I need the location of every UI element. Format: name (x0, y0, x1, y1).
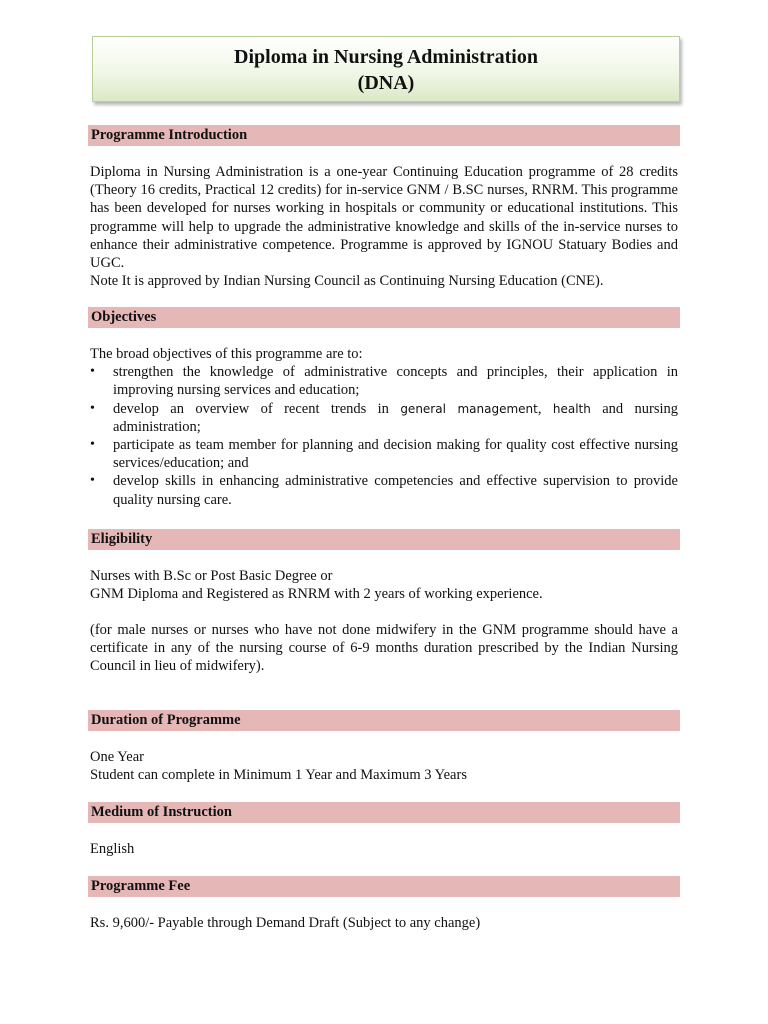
objective-item: • participate as team member for planning and decision making for quality cost effective nursing services/education; and (90, 436, 678, 472)
objective-2-term-general-management: general management (400, 401, 538, 416)
section-heading-medium: Medium of Instruction (88, 802, 680, 823)
eligibility-note: (for male nurses or nurses who have not done midwifery in the GNM programme should have a certificate in any of the nursing course of 6-9 months duration prescribed by the Indian Nursing Council in lieu of midwifery). (90, 622, 678, 675)
objective-item: • strengthen the knowledge of administrative concepts and principles, their application in improving nursing services and education; (90, 363, 678, 399)
document-title-box (92, 36, 680, 102)
section-heading-eligibility: Eligibility (88, 529, 680, 550)
duration-line-2: Student can complete in Minimum 1 Year and Maximum 3 Years (90, 767, 467, 784)
section-heading-objectives: Objectives (88, 307, 680, 328)
objective-2-comma: , (537, 400, 542, 417)
fee-value: Rs. 9,600/- Payable through Demand Draft (Subject to any change) (90, 915, 481, 931)
duration-section (90, 748, 678, 784)
document-title: Diploma in Nursing Administration (234, 46, 538, 68)
objectives-section (90, 345, 678, 509)
duration-line-1: One Year (90, 749, 144, 765)
objectives-intro: The broad objectives of this programme are to: (90, 346, 363, 362)
objective-2-text-start: develop an overview of recent trends in (113, 400, 389, 417)
section-heading-fee: Programme Fee (88, 876, 680, 897)
section-heading-introduction: Programme Introduction (88, 125, 680, 146)
eligibility-line-2: GNM Diploma and Registered as RNRM with 2 years of working experience. (90, 586, 543, 603)
introduction-note: Note It is approved by Indian Nursing Council as Continuing Nursing Education (CNE). (90, 273, 604, 290)
objective-2-term-health: health (552, 401, 591, 416)
introduction-section (90, 163, 678, 290)
section-heading-duration: Duration of Programme (88, 710, 680, 731)
introduction-body: Diploma in Nursing Administration is a one-year Continuing Education programme of 28 credits (Theory 16 credits, Practical 12 credits) for in-service GNM / B.SC nurses, RNRM. This programme has been developed for nurses working in hospitals or community or educational institutions. This programme will help to upgrade the administrative knowledge and skills of the in-service nurses to enhance their administrative competence. Programme is approved by IGNOU Statuary Bodies and UGC. (90, 164, 678, 272)
objective-2-text-end: and nursing administration; (113, 400, 679, 435)
objectives-list (90, 363, 678, 509)
objective-item: • develop skills in enhancing administrative competencies and effective supervision to provide quality nursing care. (90, 472, 678, 508)
medium-value: English (90, 841, 135, 857)
eligibility-section (90, 567, 678, 603)
objective-item (90, 400, 678, 436)
document-subtitle: (DNA) (357, 72, 415, 94)
eligibility-line-1: Nurses with B.Sc or Post Basic Degree or (90, 568, 333, 584)
